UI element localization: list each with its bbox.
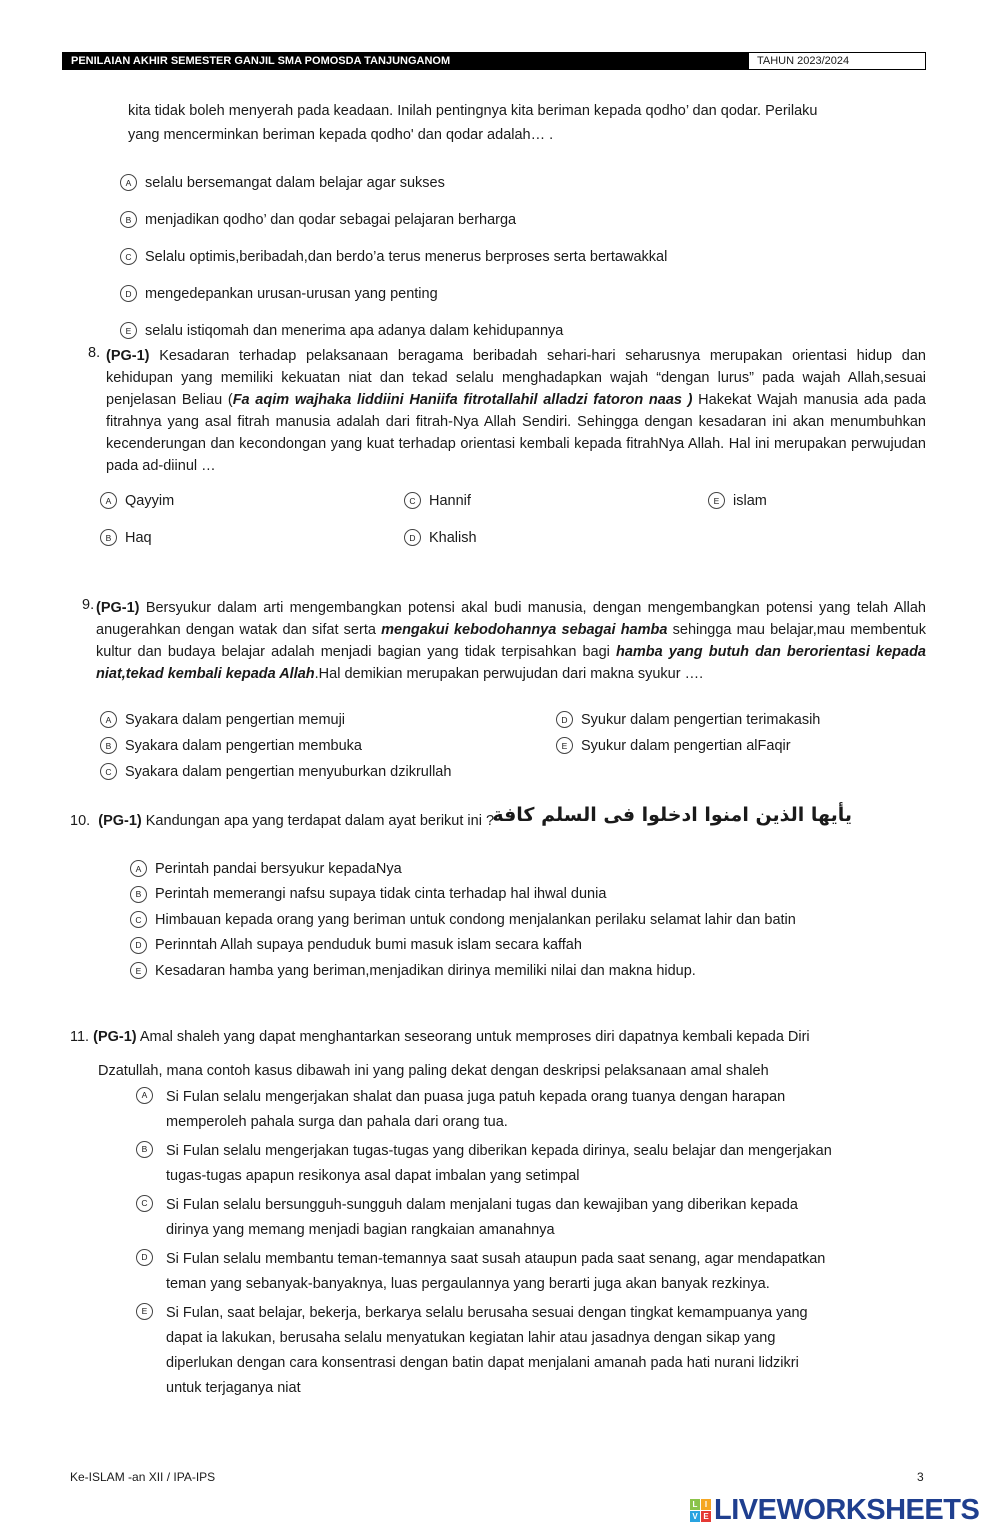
option-text: dirinya yang memang menjadi bagian rangkaian amanahnya: [166, 1222, 555, 1238]
question-9-number: 9.: [82, 597, 95, 613]
option-a[interactable]: [136, 1085, 785, 1135]
question-number: 11.: [70, 1029, 90, 1045]
option-text: Kesadaran hamba yang beriman,menjadikan dirinya memiliki nilai dan makna hidup.: [155, 962, 696, 979]
question-10-options: [130, 856, 796, 984]
option-text: Si Fulan selalu bersungguh-sungguh dalam menjalani tugas dan kewajiban yang diberikan kepada: [166, 1197, 798, 1213]
logo-letter: V: [690, 1511, 700, 1522]
option-text: Si Fulan selalu mengerjakan shalat dan puasa juga patuh kepada orang tuanya dengan harapan: [166, 1089, 786, 1105]
option-text: Selalu optimis,beribadah,dan berdo’a terus menerus berproses serta bertawakkal: [145, 248, 668, 265]
option-letter-icon: D: [120, 285, 137, 302]
question-7-options: [120, 164, 667, 349]
option-letter-icon: B: [130, 886, 147, 903]
option-c[interactable]: [404, 492, 471, 509]
option-text: Syakara dalam pengertian memuji: [125, 711, 346, 728]
option-text: teman yang sebanyak-banyaknya, luas pergaulannya yang berarti juga akan banyak rezkinya.: [166, 1276, 770, 1292]
option-text: islam: [733, 492, 767, 509]
option-letter-icon: D: [136, 1249, 153, 1266]
option-text: Syakara dalam pengertian menyuburkan dzikrullah: [125, 763, 452, 780]
text-segment: Kandungan apa yang terdapat dalam ayat berikut ini ?: [141, 813, 495, 829]
question-9-text: [96, 597, 926, 685]
liveworksheets-logo: [690, 1494, 979, 1527]
option-text: Si Fulan selalu membantu teman-temannya saat susah ataupun pada saat senang, agar mendapatkan: [166, 1251, 826, 1267]
page-number: 3: [917, 1470, 924, 1484]
option-letter-icon: A: [100, 492, 117, 509]
question-tag: (PG-1): [98, 813, 142, 829]
question-8-options: [100, 492, 900, 572]
option-text: Qayyim: [125, 492, 175, 509]
option-letter-icon: E: [130, 962, 147, 979]
question-9-options: [100, 711, 900, 791]
option-b[interactable]: [100, 529, 152, 546]
option-b[interactable]: [130, 882, 796, 908]
question-tag: (PG-1): [93, 1029, 137, 1045]
option-d[interactable]: [130, 933, 796, 959]
option-letter-icon: B: [136, 1141, 153, 1158]
option-letter-icon: A: [136, 1087, 153, 1104]
option-e[interactable]: [708, 492, 767, 509]
option-c[interactable]: [100, 763, 451, 780]
option-letter-icon: C: [130, 911, 147, 928]
option-text: Syakara dalam pengertian membuka: [125, 737, 362, 754]
option-text: Haq: [125, 529, 152, 546]
question-8-number: 8.: [88, 345, 101, 361]
option-letter-icon: A: [120, 174, 137, 191]
option-b[interactable]: [120, 201, 667, 238]
text-line: kita tidak boleh menyerah pada keadaan. Inilah pentingnya kita beriman kepada qodho’ dan qodar. Perilaku: [128, 103, 818, 119]
option-d[interactable]: [120, 275, 667, 312]
option-text: mengedepankan urusan-urusan yang penting: [145, 285, 438, 302]
header-title: PENILAIAN AKHIR SEMESTER GANJIL SMA POMOSDA TANJUNGANOM: [63, 53, 749, 69]
option-a[interactable]: [100, 711, 345, 728]
text-segment: Hakekat Wajah manusia ada pada fitrahnya yang asal fitrah manusia adalah dari fitrah-Nya Allah Sendiri. Sehingga dengan kesadaran ini akan menumbuhkan kecenderungan dan kecondongan yang kuat terhadap orientasi kembali kepada fitrahNya Allah. Hal ini merupakan perwujudan pada ad-diinul …: [106, 392, 926, 474]
option-text: Perintah memerangi nafsu supaya tidak cinta terhadap hal ihwal dunia: [155, 886, 607, 903]
emphasis-text: mengakui kebodohannya sebagai hamba: [381, 622, 668, 638]
option-text: Khalish: [429, 529, 477, 546]
option-letter-icon: C: [120, 248, 137, 265]
logo-letter: L: [690, 1499, 700, 1510]
question-tag: (PG-1): [106, 348, 150, 364]
option-letter-icon: D: [556, 711, 573, 728]
arabic-verse: يأيها الذين امنوا ادخلوا فى السلم كافة: [492, 804, 852, 826]
option-text: Himbauan kepada orang yang beriman untuk condong menjalankan perilaku selamat lahir dan batin: [155, 911, 796, 928]
logo-letter: E: [701, 1511, 711, 1522]
logo-text: LIVEWORKSHEETS: [714, 1494, 980, 1526]
option-text: Perintah pandai bersyukur kepadaNya: [155, 860, 402, 877]
text-segment: Bersyukur dalam arti mengembangkan potensi akal budi manusia, dengan mengembangkan potensi yang telah Allah anugerahkan dengan watak dan sifat serta: [96, 600, 926, 638]
option-text: Perinntah Allah supaya penduduk bumi masuk islam secara kaffah: [155, 937, 582, 954]
option-letter-icon: D: [404, 529, 421, 546]
emphasis-text: hamba yang butuh dan berorientasi kepada niat,tekad kembali kepada Allah: [96, 644, 926, 682]
page-header: [62, 52, 926, 70]
option-c[interactable]: [130, 907, 796, 933]
option-e[interactable]: [130, 958, 796, 984]
option-letter-icon: E: [120, 322, 137, 339]
option-text: selalu istiqomah dan menerima apa adanya dalam kehidupannya: [145, 322, 564, 339]
option-letter-icon: C: [136, 1195, 153, 1212]
option-e[interactable]: [136, 1301, 808, 1401]
option-e[interactable]: [556, 737, 791, 754]
logo-icon: [690, 1499, 711, 1522]
option-text: Si Fulan, saat belajar, bekerja, berkarya selalu berusaha sesuai dengan tingkat kemampuanya yang: [166, 1305, 808, 1321]
option-letter-icon: A: [130, 860, 147, 877]
question-number: 10.: [70, 813, 91, 829]
option-d[interactable]: [556, 711, 820, 728]
option-letter-icon: B: [120, 211, 137, 228]
header-year: TAHUN 2023/2024: [757, 55, 850, 67]
option-letter-icon: A: [100, 711, 117, 728]
question-8-text: [106, 345, 926, 477]
option-text: Hannif: [429, 492, 471, 509]
option-text: memperoleh pahala surga dan pahala dari orang tua.: [166, 1114, 508, 1130]
text-line: yang mencerminkan beriman kepada qodho' dan qodar adalah… .: [128, 127, 554, 143]
option-text: menjadikan qodho’ dan qodar sebagai pelajaran berharga: [145, 211, 517, 228]
text-segment: .Hal demikian merupakan perwujudan dari makna syukur ….: [314, 666, 704, 682]
option-a[interactable]: [120, 164, 667, 201]
question-11-line2: Dzatullah, mana contoh kasus dibawah ini yang paling dekat dengan deskripsi pelaksanaan amal shaleh: [98, 1063, 769, 1079]
footer-subject: Ke-ISLAM -an XII / IPA-IPS: [70, 1470, 216, 1484]
option-d[interactable]: [136, 1247, 825, 1297]
option-letter-icon: E: [136, 1303, 153, 1320]
option-text: selalu bersemangat dalam belajar agar sukses: [145, 174, 445, 191]
option-text: Syukur dalam pengertian alFaqir: [581, 737, 791, 754]
option-e[interactable]: [120, 312, 667, 349]
option-c[interactable]: [136, 1193, 798, 1243]
option-text: Si Fulan selalu mengerjakan tugas-tugas yang diberikan kepada dirinya, sealu belajar dan mengerjakan: [166, 1143, 832, 1159]
option-text: dapat ia lakukan, berusaha selalu menyatukan kegiatan lahir atau jasadnya dengan sikap yang: [166, 1330, 776, 1346]
option-b[interactable]: [136, 1139, 832, 1189]
option-letter-icon: E: [708, 492, 725, 509]
question-tag: (PG-1): [96, 600, 140, 616]
text-segment: sehingga mau belajar,mau membentuk kultur dan budaya belajar adalah menjadi bagian yang tidak terpisahkan bagi: [96, 622, 926, 660]
option-letter-icon: E: [556, 737, 573, 754]
emphasis-text: Fa aqim wajhaka liddiini Haniifa fitrotallahil alladzi fatoron naas ): [232, 392, 693, 408]
option-a[interactable]: [130, 856, 796, 882]
option-text: tugas-tugas apapun resikonya asal dapat imbalan yang setimpal: [166, 1168, 580, 1184]
question-7-text: [128, 99, 928, 147]
option-text: diperlukan dengan cara konsentrasi dengan batin dapat menjalani amanah pada hati nurani lidzikri: [166, 1355, 799, 1371]
question-11-text: [70, 1029, 810, 1045]
option-text: untuk terjaganya niat: [166, 1380, 301, 1396]
option-c[interactable]: [120, 238, 667, 275]
option-letter-icon: C: [100, 763, 117, 780]
option-letter-icon: D: [130, 937, 147, 954]
text-segment: Kesadaran terhadap pelaksanaan beragama beribadah sehari-hari seharusnya merupakan orientasi hidup dan kehidupan yang memiliki kekuatan niat dan tekad selalu menghadapkan wajah “dengan lurus” pada wajah Allah,sesuai penjelasan Beliau (: [106, 348, 926, 408]
option-text: Syukur dalam pengertian terimakasih: [581, 711, 821, 728]
option-b[interactable]: [100, 737, 362, 754]
option-letter-icon: C: [404, 492, 421, 509]
text-segment: Amal shaleh yang dapat menghantarkan seseorang untuk memproses diri dapatnya kembali kepada Diri: [136, 1029, 810, 1045]
option-letter-icon: B: [100, 529, 117, 546]
option-letter-icon: B: [100, 737, 117, 754]
option-d[interactable]: [404, 529, 477, 546]
option-a[interactable]: [100, 492, 174, 509]
question-10-text: [70, 813, 494, 829]
logo-letter: I: [701, 1499, 711, 1510]
